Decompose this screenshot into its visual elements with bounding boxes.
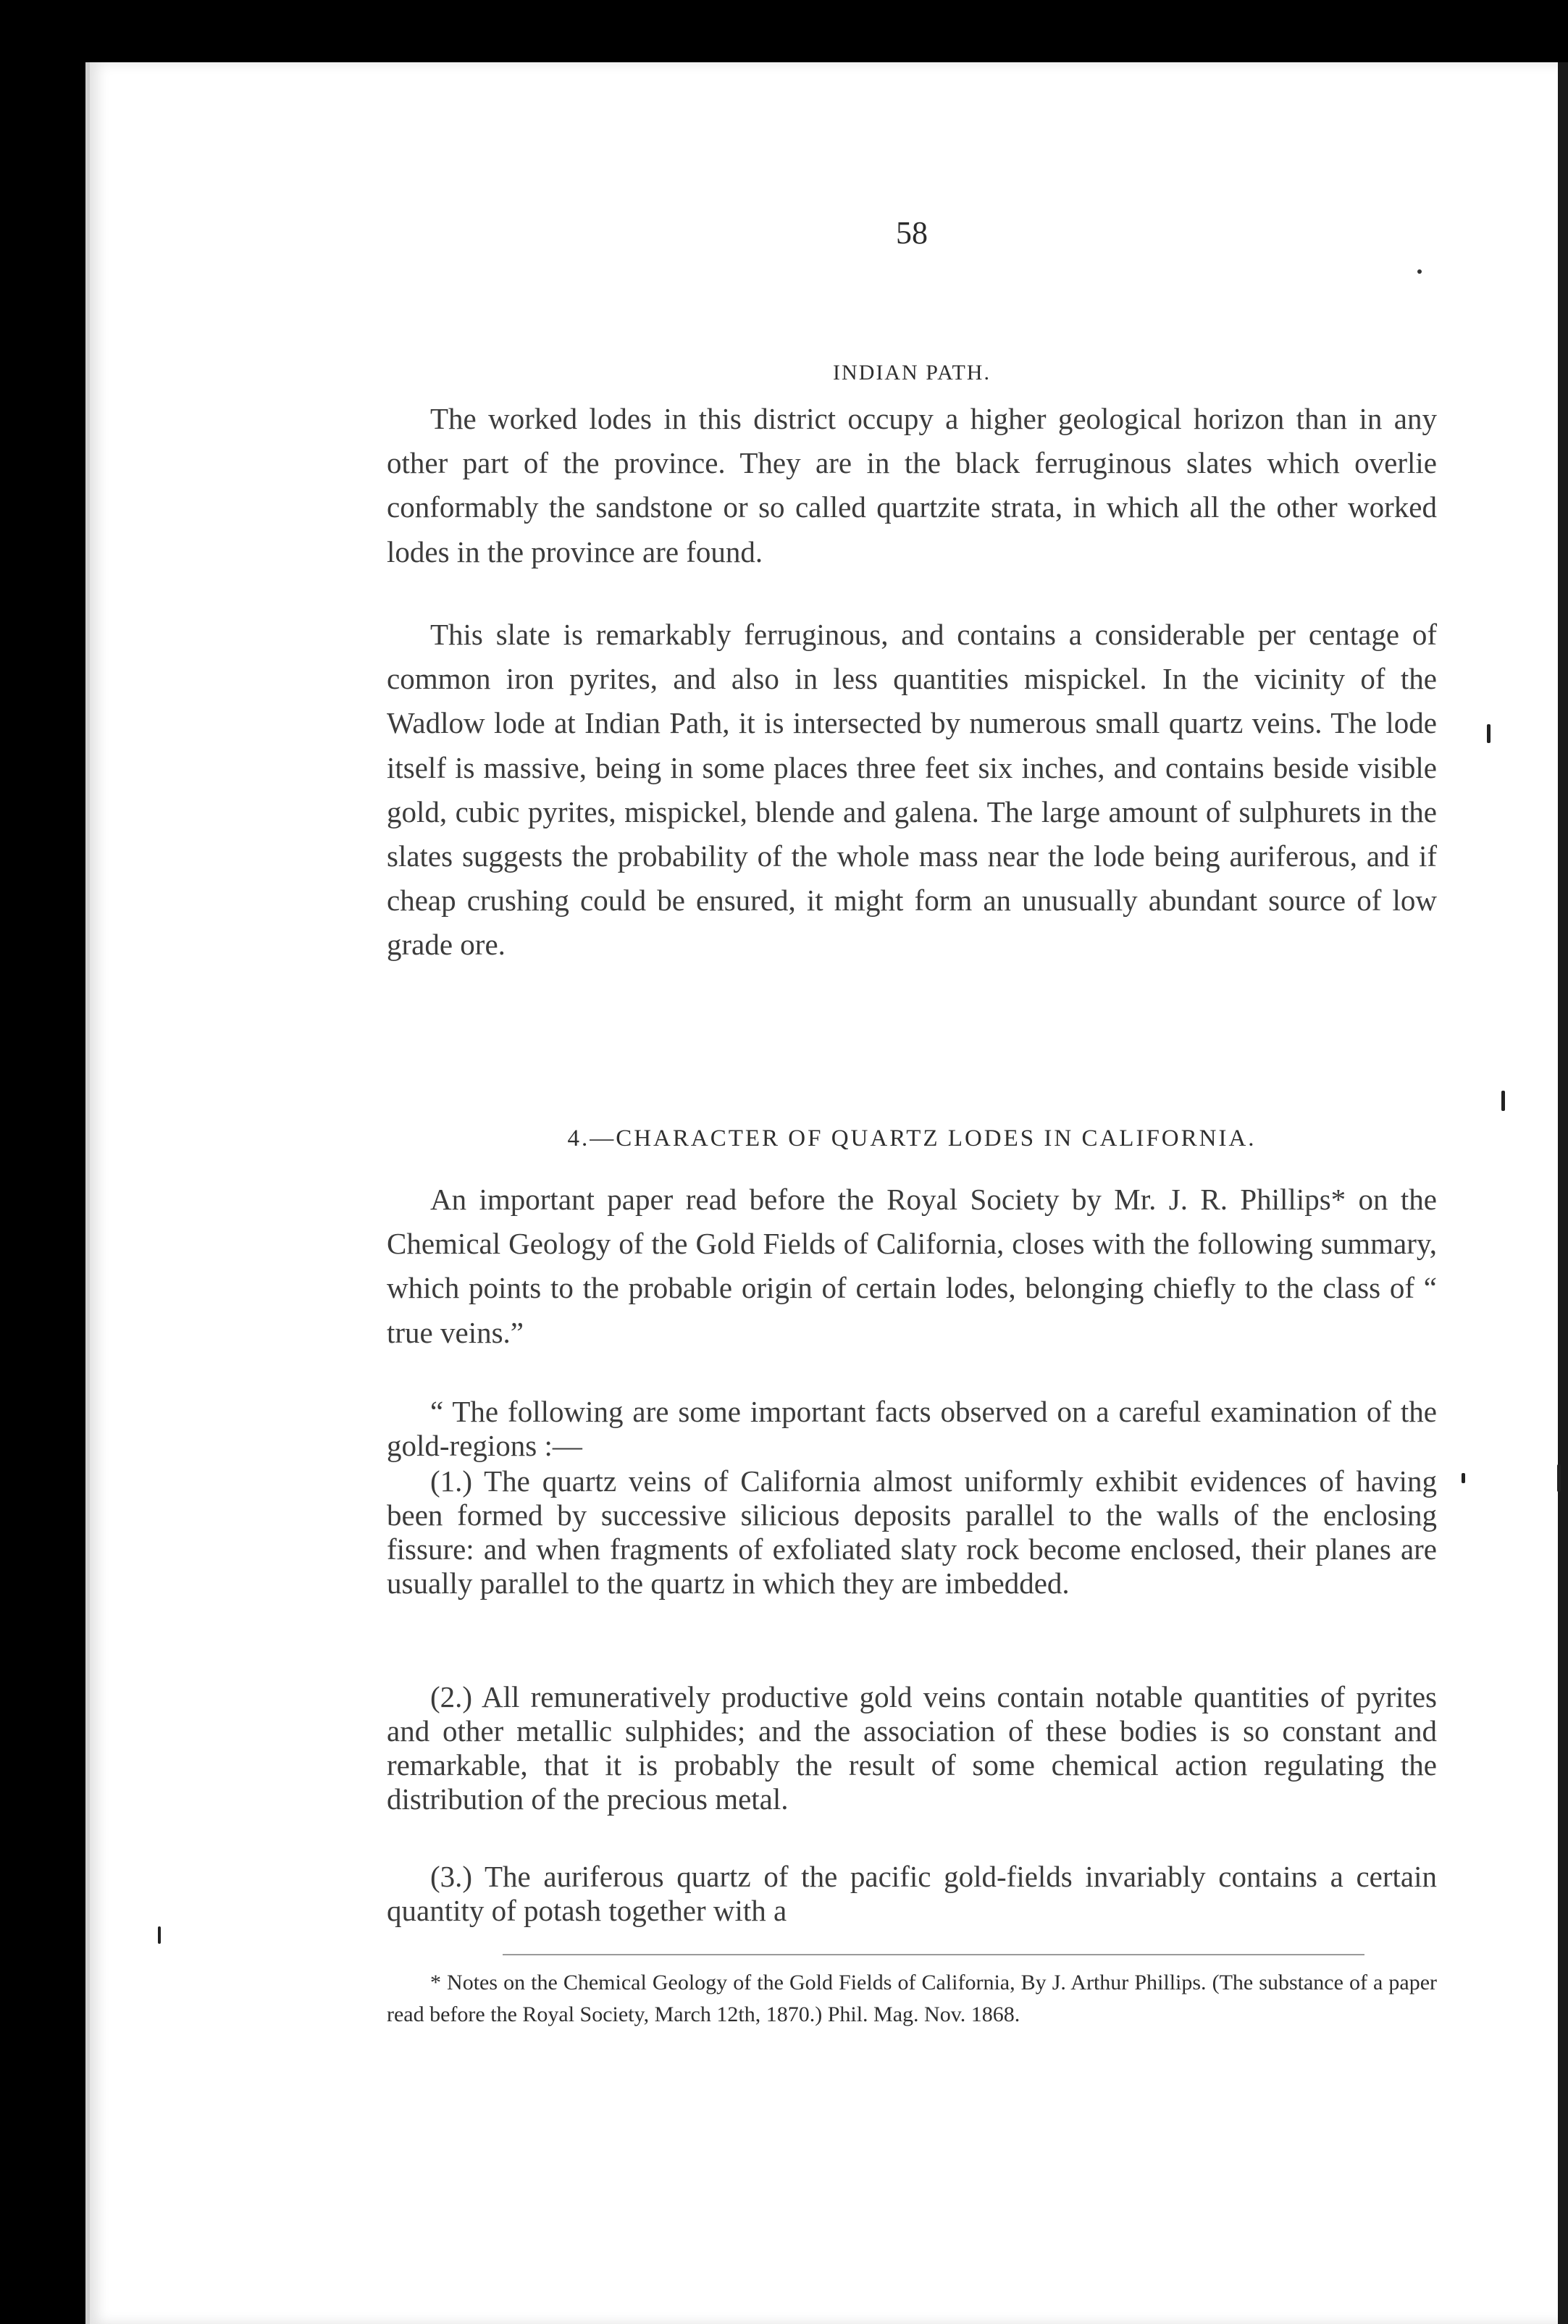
- paragraph-point-3: (3.) The auriferous quartz of the pacific gold-fields invariably contains a certain quantity of potash together with a: [387, 1860, 1437, 1927]
- paragraph-phillips-paper: An important paper read before the Royal Society by Mr. J. R. Phillips* on the Chemical Geology of the Gold Fields of California, closes with the following summary, which points to the probable origin of certain lodes, belonging chiefly to the class of “ true veins.”: [387, 1183, 1437, 1349]
- document-page: [85, 62, 1568, 2324]
- paragraph-quote-intro: “ The following are some important facts observed on a careful examination of the gold-regions :—: [387, 1395, 1437, 1462]
- footnote: * Notes on the Chemical Geology of the Gold Fields of California, By J. Arthur Phillips. (The substance of a paper read before the Royal Society, March 12th, 1870.) Phil. Mag. Nov. 1868.: [387, 1971, 1437, 2026]
- right-page-edge: [1558, 62, 1568, 2324]
- margin-mark: [1557, 1464, 1561, 1492]
- scan-speck: [1417, 269, 1422, 274]
- section-title-california-lodes: 4.—CHARACTER OF QUARTZ LODES IN CALIFORNIA.: [567, 1125, 1257, 1151]
- footnote-divider: [503, 1954, 1364, 1955]
- paragraph-point-1: (1.) The quartz veins of California almost uniformly exhibit evidences of having been formed by successive silicious deposits parallel to the walls of the enclosing fissure: and when fragments of exfoliated slaty rock become enclosed, their planes are usually parallel to the quartz in which they are imbedded.: [387, 1464, 1437, 1600]
- paragraph-worked-lodes: The worked lodes in this district occupy a higher geological horizon than in any other part of the province. They are in the black ferruginous slates which overlie conformably the sandstone or so called quartzite strata, in which all the other worked lodes in the province are found.: [387, 402, 1437, 569]
- margin-mark: [158, 1926, 161, 1944]
- paragraph-ferruginous-slate: This slate is remarkably ferruginous, and contains a considerable per centage of common iron pyrites, and also in less quantities mispickel. In the vicinity of the Wadlow lode at Indian Path, it is intersected by numerous small quartz veins. The lode itself is massive, being in some places three feet six inches, and contains beside visible gold, cubic pyrites, mispickel, blende and galena. The large amount of sulphurets in the slates suggests the probability of the whole mass near the lode being auriferous, and if cheap crushing could be ensured, it might form an unusually abundant source of low grade ore.: [387, 618, 1437, 962]
- margin-mark: [1487, 724, 1491, 743]
- section-title-indian-path: INDIAN PATH.: [833, 361, 991, 385]
- page-number: 58: [896, 215, 928, 251]
- margin-mark: [1462, 1473, 1465, 1483]
- margin-mark: [1501, 1091, 1505, 1111]
- paragraph-point-2: (2.) All remuneratively productive gold veins contain notable quantities of pyrites and other metallic sulphides; and the association of these bodies is so constant and remarkable, that it is probably the result of some chemical action regulating the distribution of the precious metal.: [387, 1680, 1437, 1816]
